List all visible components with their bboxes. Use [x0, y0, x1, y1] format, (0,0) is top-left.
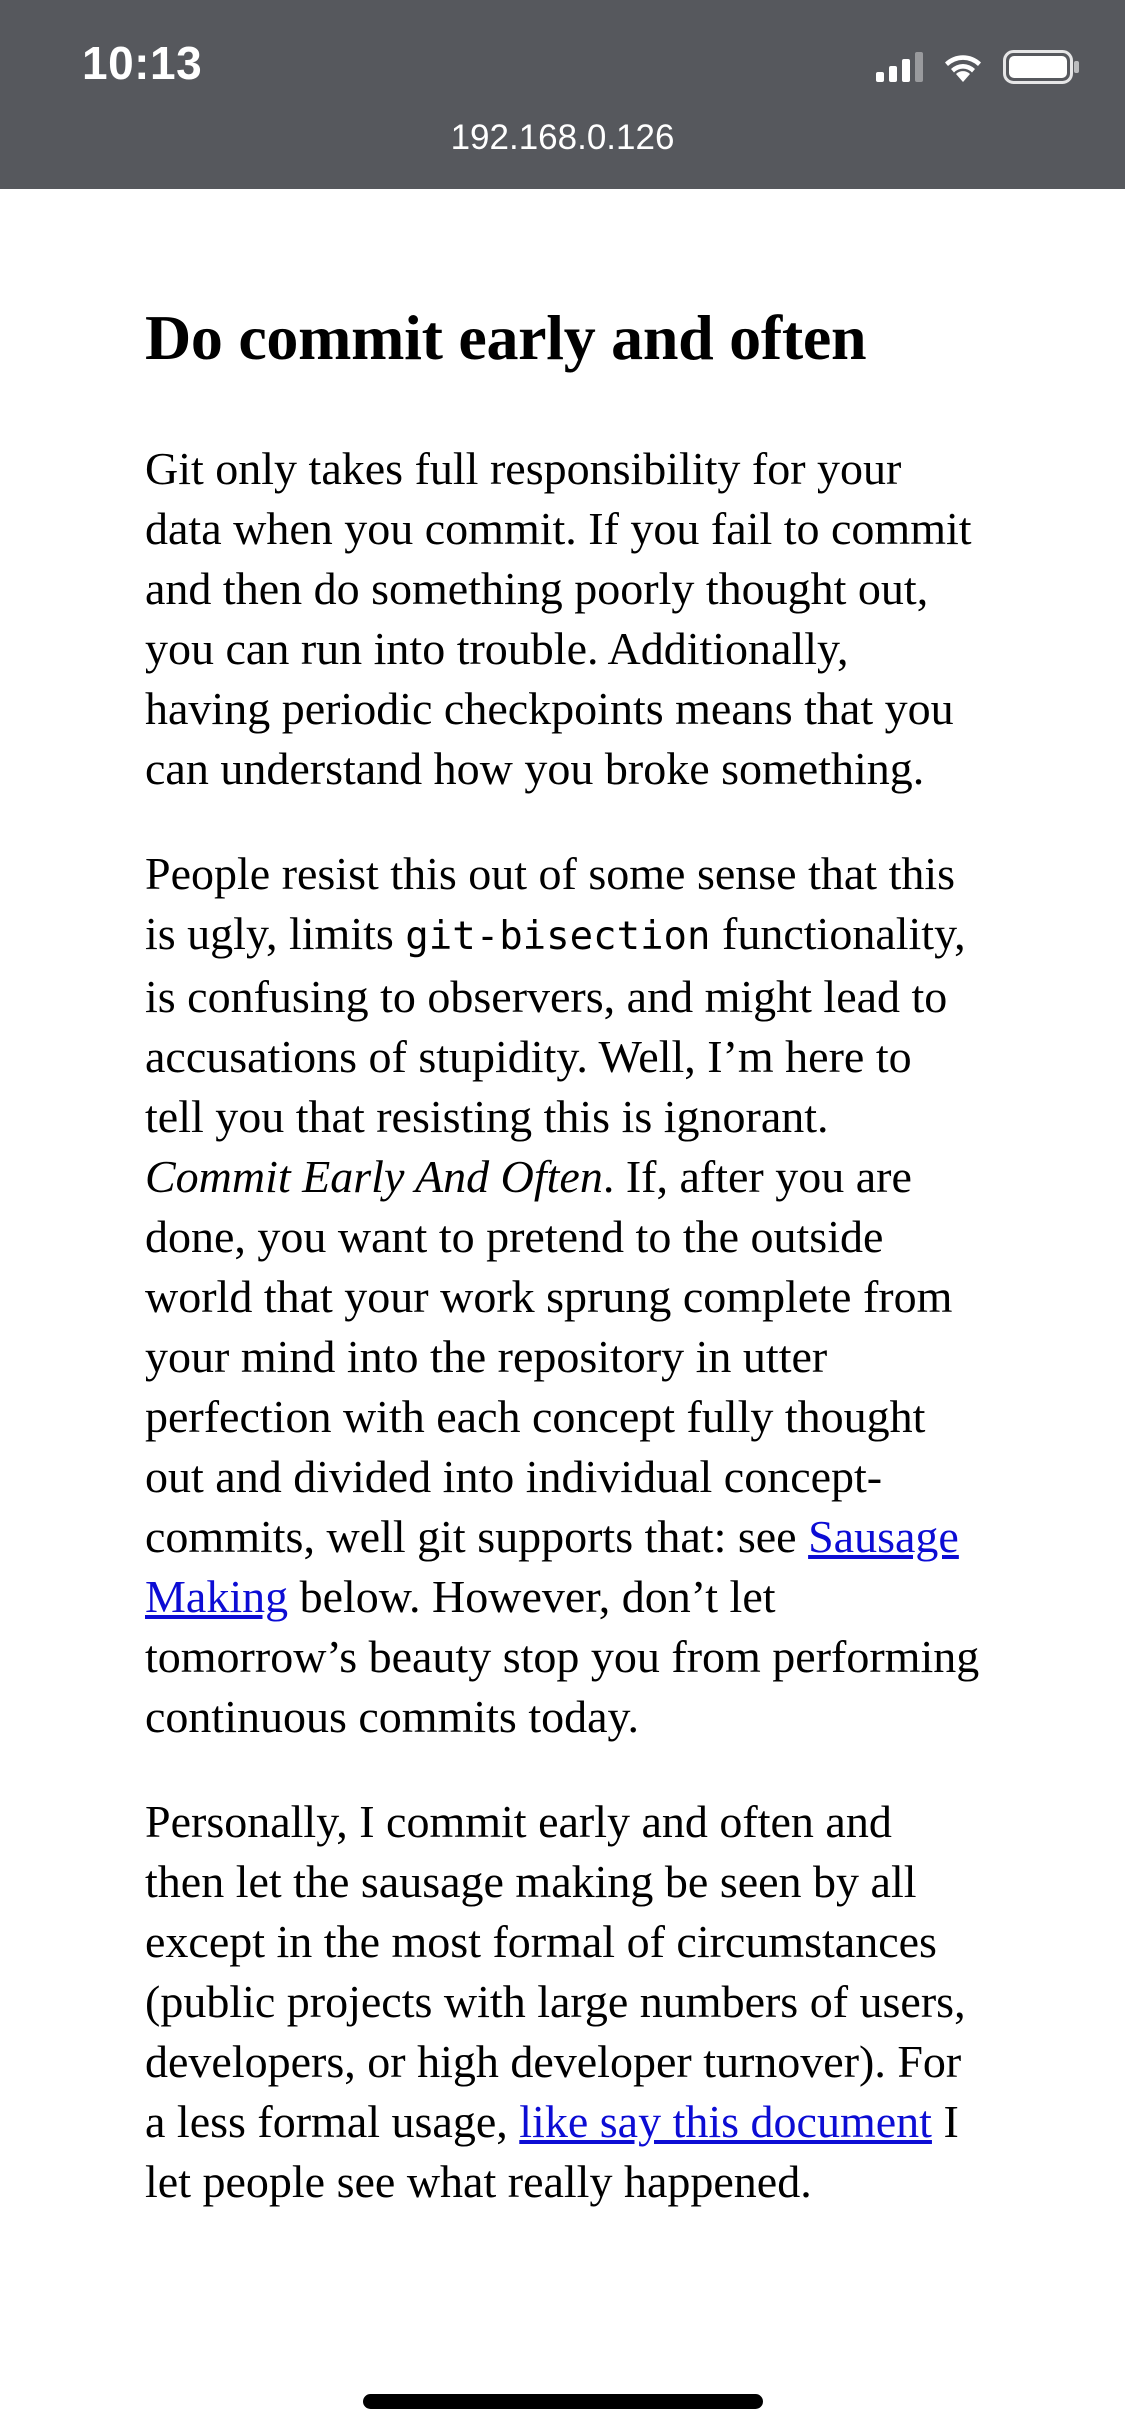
paragraph-2	[145, 844, 980, 1747]
emphasis-text: Commit Early And Often	[145, 1150, 603, 1202]
paragraph-2-text: People resist this out of some sense that this is ugly, limits	[145, 847, 956, 959]
sausage-making-link[interactable]: Sausage Making	[145, 1510, 959, 1622]
status-bar	[0, 0, 1125, 189]
paragraph-3	[145, 1792, 980, 2212]
status-icons	[876, 50, 1081, 84]
paragraph-2-text: . If, after you are done, you want to pretend to the outside world that your work sprung complete from your mind into the repository in utter perfection with each concept fully thought out and divided into individual concept-commits, well git supports that: see	[145, 1150, 953, 1562]
paragraph-3-text: Personally, I commit early and often and then let the sausage making be seen by all except in the most formal of circumstances (public projects with large numbers of users, developers, or high developer turnover). For a less formal usage,	[145, 1795, 966, 2147]
paragraph-2-text: functionality, is confusing to observers, and might lead to accusations of stupidity. Well, I’m here to tell you that resisting this is ignorant.	[145, 907, 966, 1142]
paragraph-2-text: below. However, don’t let tomorrow’s beauty stop you from performing continuous commits today.	[145, 1570, 980, 1742]
wifi-icon	[941, 51, 985, 83]
cellular-signal-icon	[876, 52, 923, 82]
clock: 10:13	[82, 37, 203, 89]
home-indicator[interactable]	[363, 2394, 763, 2409]
article-title: Do commit early and often	[145, 302, 867, 373]
battery-icon	[1003, 50, 1081, 84]
this-document-link[interactable]: like say this document	[519, 2095, 932, 2147]
inline-code: git-bisection	[405, 913, 711, 959]
article	[145, 300, 980, 2257]
address-bar-url[interactable]: 192.168.0.126	[450, 118, 675, 157]
paragraph-3-text: I let people see what really happened.	[145, 2095, 959, 2207]
paragraph-1: Git only takes full responsibility for your data when you commit. If you fail to commit and then do something poorly thought out, you can run into trouble. Additionally, having periodic checkpoints means that you can understand how you broke something.	[145, 442, 972, 794]
